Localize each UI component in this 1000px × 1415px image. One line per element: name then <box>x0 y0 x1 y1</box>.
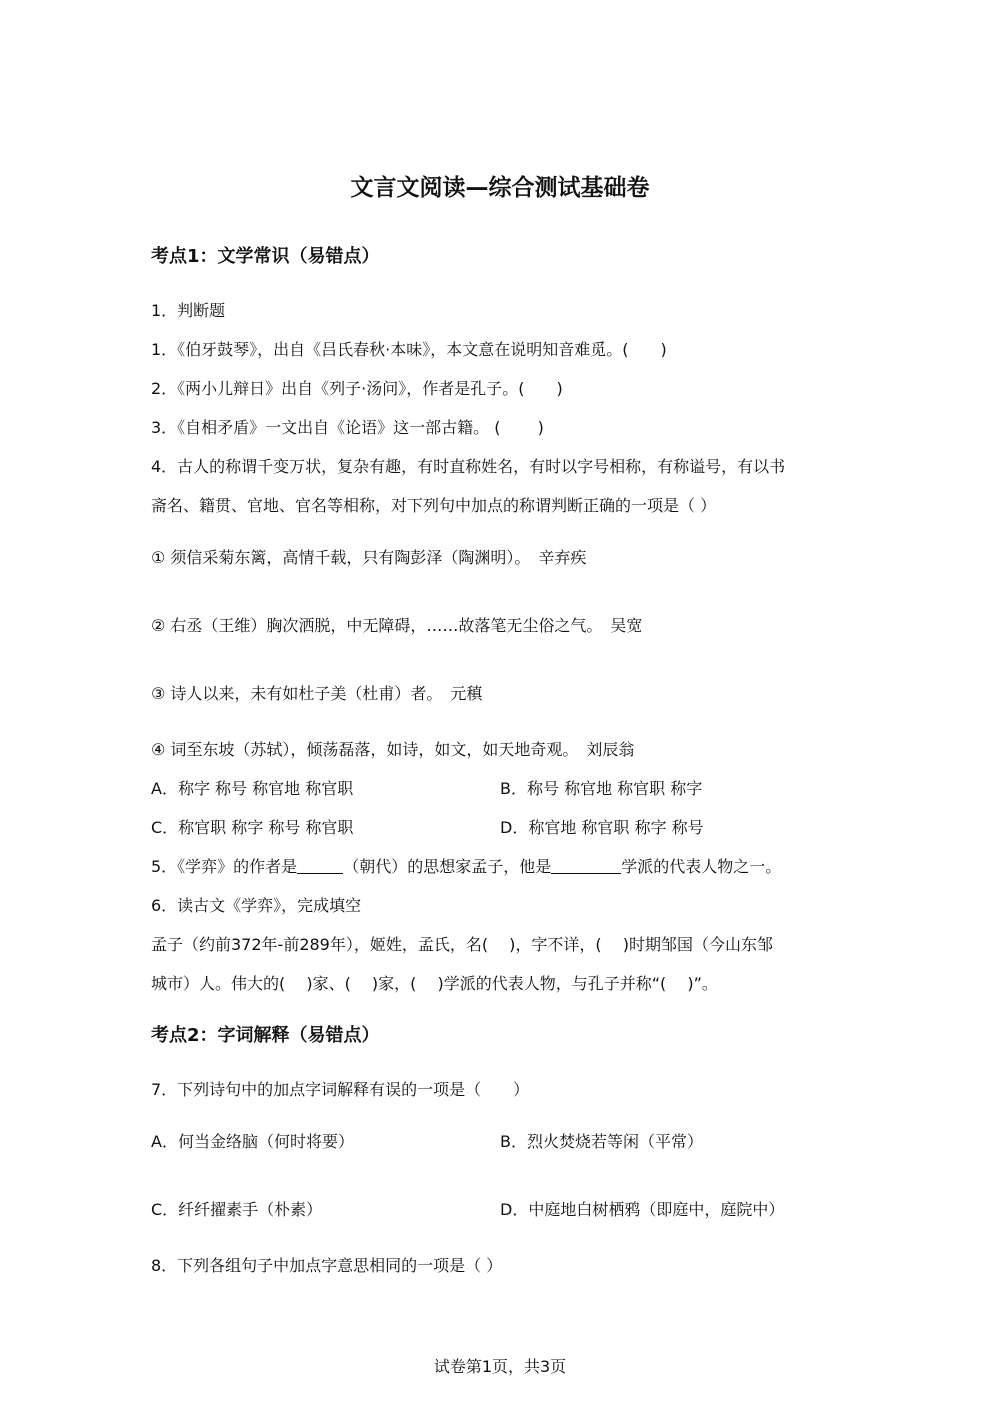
question-7-option-d: D．中庭地白树栖鸦（即庭中，庭院中） <box>500 1200 785 1219</box>
answer-blank[interactable] <box>297 857 343 874</box>
question-4-stem-line1: 4．古人的称谓千变万状，复杂有趣，有时直称姓名，有时以字号相称，有称谥号，有以书 <box>151 457 786 476</box>
question-2-item: 2．《两小儿辩日》出自《列子·汤问》，作者是孔子。( ) <box>151 379 563 398</box>
question-4-stem-line2: 斋名、籍贯、官地、官名等相称，对下列句中加点的称谓判断正确的一项是（ ） <box>151 496 717 515</box>
question-7-heading: 7．下列诗句中的加点字词解释有误的一项是（ ） <box>151 1080 530 1099</box>
question-4-option-d: D．称官地 称官职 称字 称号 <box>500 818 704 837</box>
question-4-sentence-3: ③ 诗人以来，未有如杜子美（杜甫）者。 元稹 <box>151 684 483 703</box>
page-footer: 试卷第1页，共3页 <box>433 1357 567 1376</box>
question-4-option-a: A．称字 称号 称官地 称官职 <box>151 779 354 798</box>
question-6-text-line1: 孟子（约前372年-前289年），姬姓，孟氏，名( )，字不详，( )时期邹国（今山东邹 <box>151 935 773 954</box>
question-6-heading: 6．读古文《学弈》，完成填空 <box>151 896 362 915</box>
section-heading-1: 考点1：文学常识（易错点） <box>151 246 380 267</box>
question-4-sentence-2: ② 右丞（王维）胸次洒脱，中无障碍，……故落笔无尘俗之气。 吴宽 <box>151 616 643 635</box>
question-4-option-b: B．称号 称官地 称官职 称字 <box>500 779 703 798</box>
question-4-sentence-4: ④ 词至东坡（苏轼），倾荡磊落，如诗，如文，如天地奇观。 刘辰翁 <box>151 740 635 759</box>
question-4-sentence-1: ① 须信采菊东篱，高情千载，只有陶彭泽（陶渊明）。 辛弃疾 <box>151 548 587 567</box>
question-3-item: 3．《自相矛盾》一文出自《论语》这一部古籍。 ( ) <box>151 418 544 437</box>
question-5-text-1: 5．《学弈》的作者是 <box>151 857 298 876</box>
question-5 <box>151 857 781 877</box>
question-4-option-c: C．称官职 称字 称号 称官职 <box>151 818 354 837</box>
question-7-option-a: A．何当金络脑（何时将要） <box>151 1132 354 1151</box>
answer-blank[interactable] <box>551 857 621 874</box>
question-6-text-line2: 城市）人。伟大的( )家、( )家，( )学派的代表人物，与孔子并称“( )”。 <box>151 974 718 993</box>
question-1-heading: 1．判断题 <box>151 301 226 320</box>
question-5-text-3: 学派的代表人物之一。 <box>621 857 782 876</box>
question-1-item: 1．《伯牙鼓琴》，出自《吕氏春秋·本味》，本文意在说明知音难觅。( ) <box>151 340 667 359</box>
question-8-heading: 8．下列各组句子中加点字意思相同的一项是（ ） <box>151 1256 503 1275</box>
section-heading-2: 考点2：字词解释（易错点） <box>151 1025 380 1046</box>
page-title: 文言文阅读—综合测试基础卷 <box>350 175 650 201</box>
question-7-option-c: C．纤纤擢素手（朴素） <box>151 1200 323 1219</box>
question-7-option-b: B．烈火焚烧若等闲（平常） <box>500 1132 703 1151</box>
question-5-text-2: （朝代）的思想家孟子，他是 <box>343 857 552 876</box>
